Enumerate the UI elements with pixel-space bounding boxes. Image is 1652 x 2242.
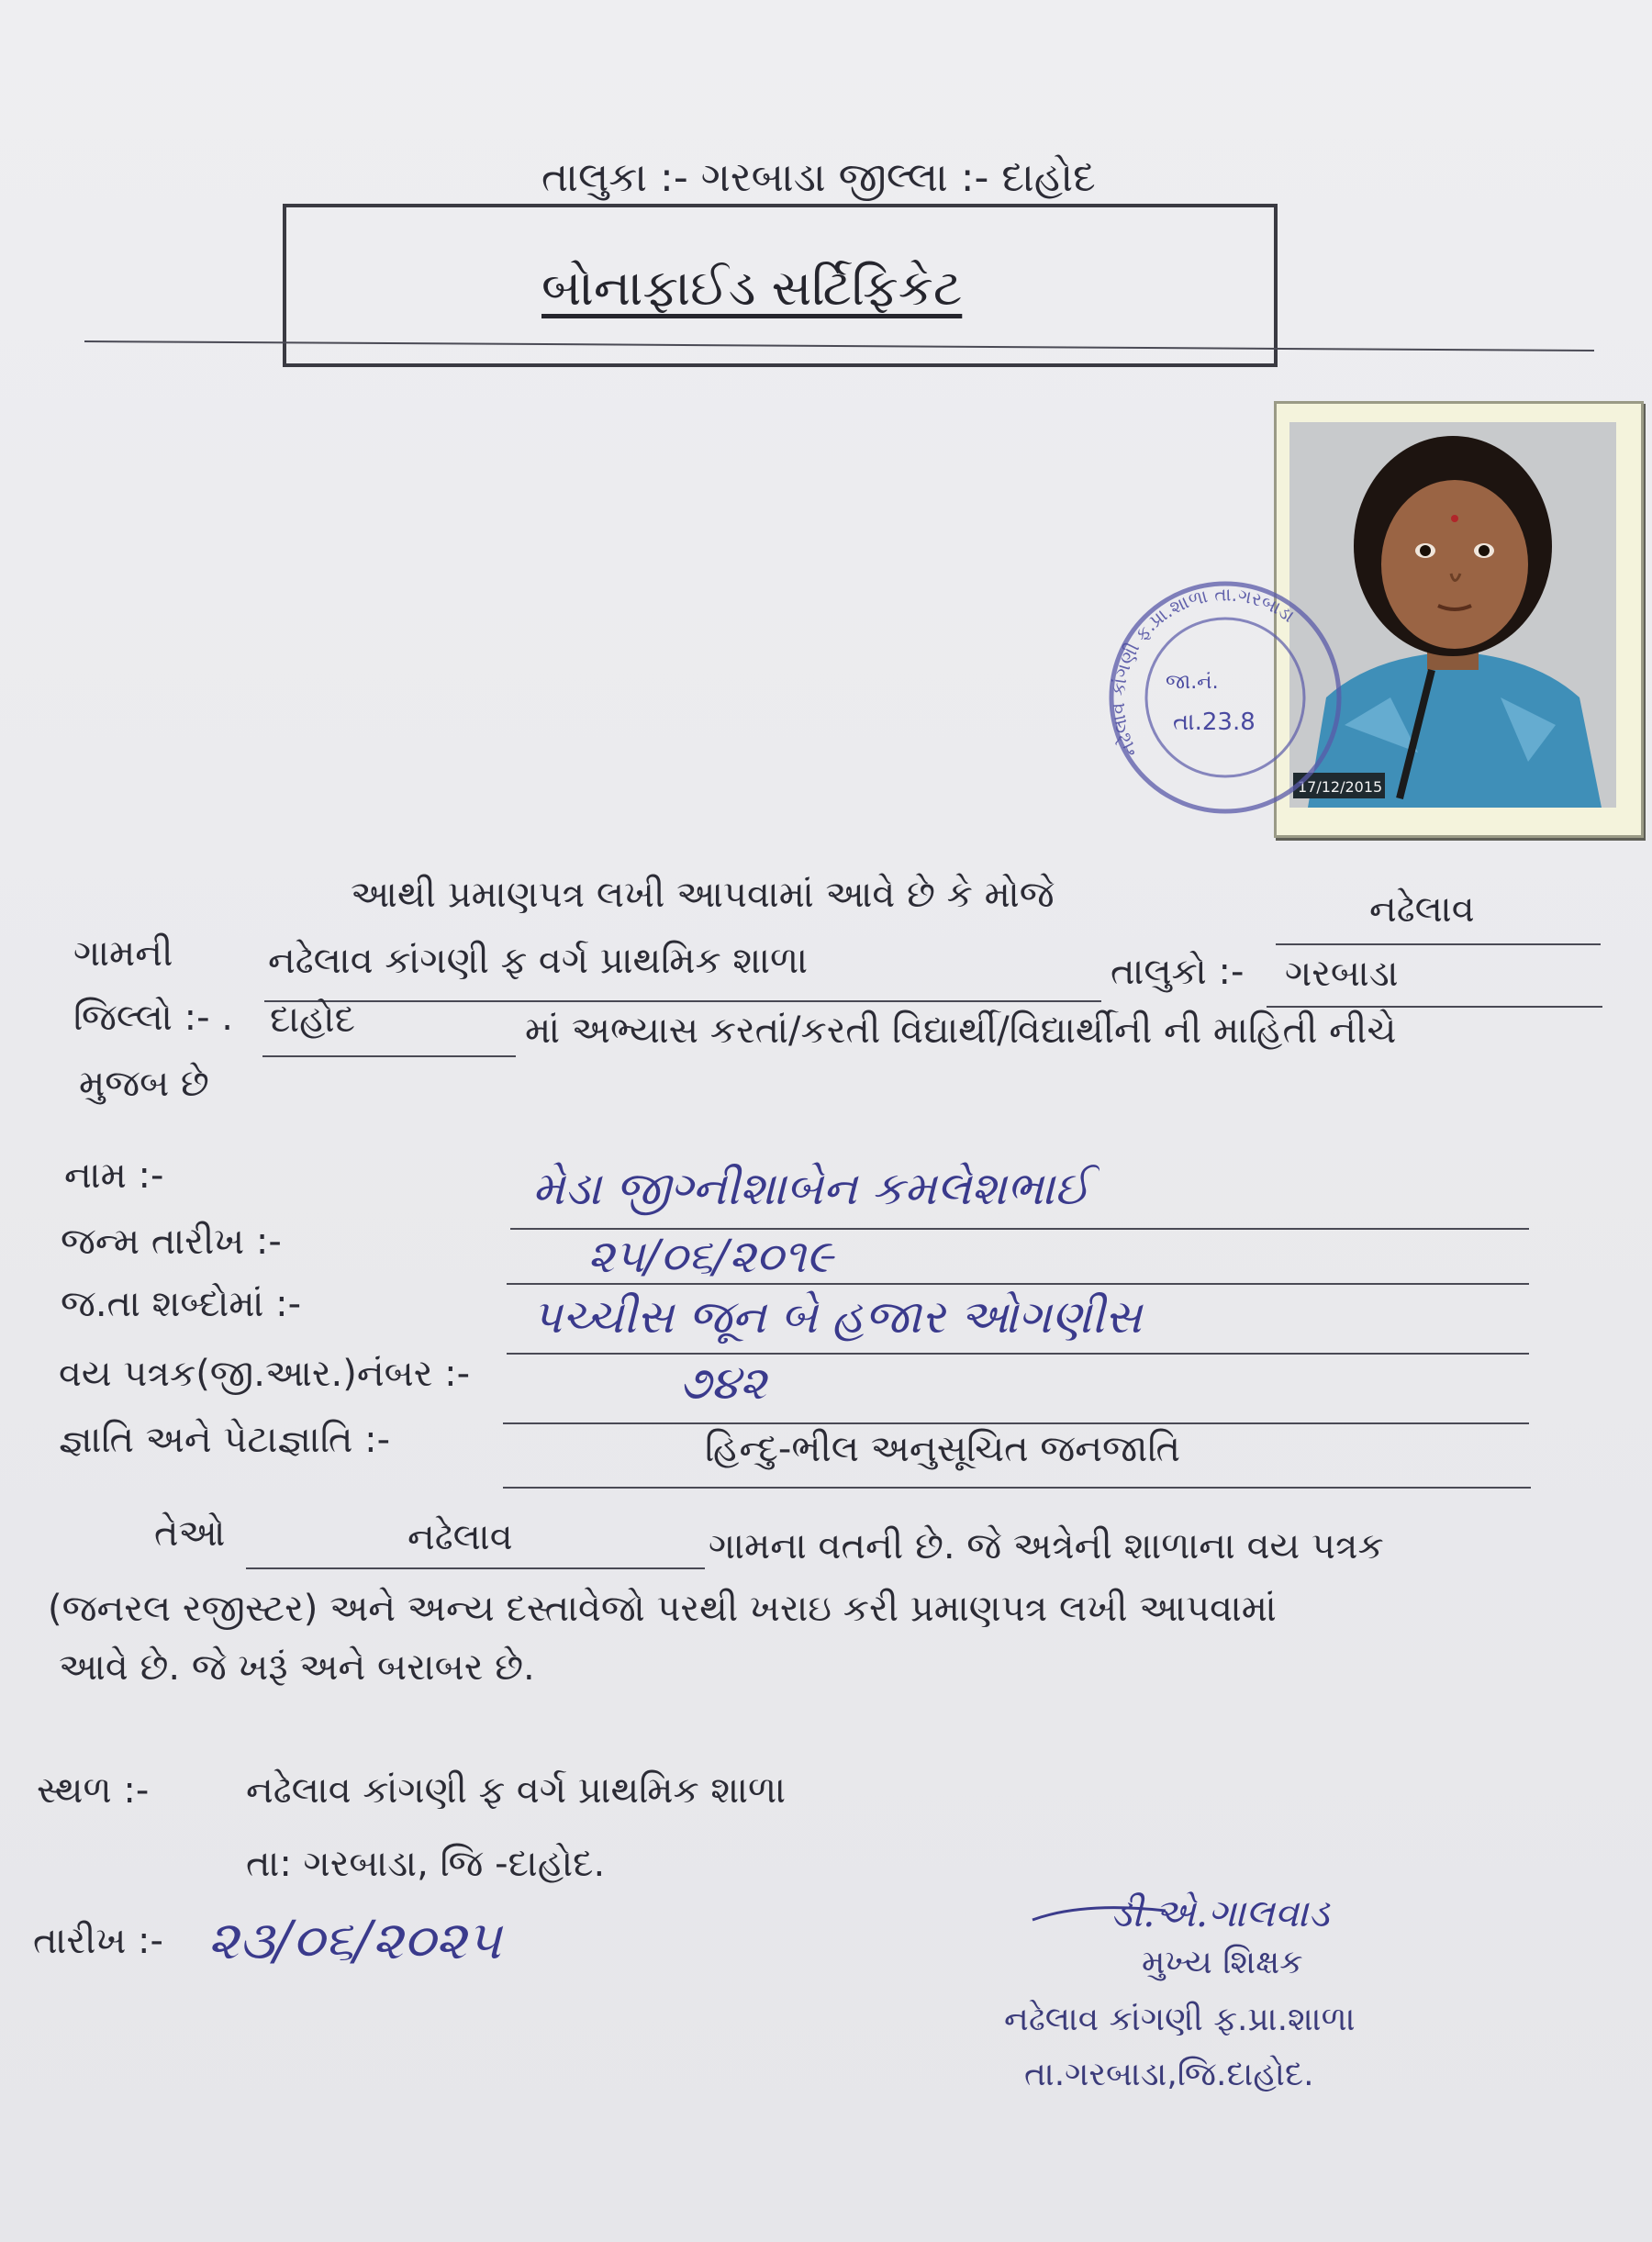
intro-line-4: મુજબ છે xyxy=(79,1063,209,1105)
caste-label: જ્ઞાતિ અને પેટાજ્ઞાતિ :- xyxy=(59,1419,391,1461)
intro-line-3-rest: માં અભ્યાસ કરતાં/કરતી વિદ્યાર્થી/વિદ્યાર્થીની ની માહિતી નીચે xyxy=(525,1009,1397,1052)
register-number-label: વય પત્રક(જી.આર.)નંબર :- xyxy=(59,1353,471,1395)
caste-underline xyxy=(503,1487,1531,1489)
signature-school: નઢેલાવ કાંગણી ફ.પ્રા.શાળા xyxy=(1004,2001,1356,2038)
district-label: જિલ્લો :- . xyxy=(73,997,233,1039)
birth-date-underline xyxy=(507,1283,1529,1285)
birth-date-value: ૨૫/૦૬/૨૦૧૯ xyxy=(587,1230,833,1283)
certificate-title: બોનાફાઈડ સર્ટિફિકેટ xyxy=(541,259,963,317)
date-label: તારીખ :- xyxy=(33,1920,163,1962)
header-location-line: તાલુકા :- ગરબાડા જીલ્લા :- દાહોદ xyxy=(541,154,1096,201)
intro-line-1: આથી પ્રમાણપત્ર લખી આપવામાં આવે છે કે મોજે xyxy=(351,874,1055,916)
birth-date-words-value: પચ્ચીસ જૂન બે હજાર ઓગણીસ xyxy=(532,1290,1143,1344)
stamp-date-label: તા.23.8 xyxy=(1173,708,1256,736)
photo-date-label: 17/12/2015 xyxy=(1298,778,1383,796)
signature-handwritten-name: ડી.એ.ગાલવાડ xyxy=(1111,1891,1330,1935)
birth-date-words-label: જ.તા શબ્દોમાં :- xyxy=(61,1283,302,1325)
date-value: ૨૩/૦૬/૨૦૨૫ xyxy=(207,1909,502,1971)
native-village-underline xyxy=(246,1567,705,1569)
taluka-underline xyxy=(1267,1006,1602,1008)
register-number-value: ૭૪૨ xyxy=(679,1356,767,1410)
native-line-2: (જનરલ રજીસ્ટર) અને અન્ય દસ્તાવેજો પરથી ખરાઇ કરી પ્રમાણપત્ર લખી આપવામાં xyxy=(48,1588,1277,1630)
birth-date-label: જન્મ તારીખ :- xyxy=(61,1221,282,1263)
birth-date-words-underline xyxy=(507,1353,1529,1355)
native-line-1-rest: ગામના વતની છે. જે અત્રેની શાળાના વય પત્રક xyxy=(709,1525,1384,1567)
district-underline xyxy=(262,1055,516,1057)
place-line-2: તા: ગરબાડા, જિ -દાહોદ. xyxy=(246,1843,606,1885)
signature-address: તા.ગરબાડા,જિ.દાહોદ. xyxy=(1024,2056,1314,2093)
school-name-underline xyxy=(264,1000,1101,1002)
name-value: મેડા જીગ્નીશાબેન કમલેશભાઈ xyxy=(532,1162,1090,1215)
district-value: દાહોદ xyxy=(270,998,355,1041)
village-of-label: ગામની xyxy=(73,932,173,975)
native-prefix: તેઓ xyxy=(154,1512,226,1555)
intro-village-underline xyxy=(1276,943,1601,945)
school-stamp xyxy=(1101,551,1349,844)
intro-village-value: નઢેલાવ xyxy=(1369,888,1475,931)
taluka-value: ગરબાડા xyxy=(1285,953,1399,995)
caste-value: હિન્દુ-ભીલ અનુસૂચિત જનજાતિ xyxy=(705,1428,1181,1470)
place-line-1: નઢેલાવ કાંગણી ફ વર્ગ પ્રાથમિક શાળા xyxy=(246,1769,787,1812)
school-name-value: નઢેલાવ કાંગણી ફ વર્ગ પ્રાથમિક શાળા xyxy=(268,940,809,982)
stamp-number-label: જા.નં. xyxy=(1166,671,1219,694)
register-number-underline xyxy=(503,1422,1529,1424)
name-label: નામ :- xyxy=(64,1154,164,1197)
stamp-ring-text: નઢેલાવ કાંગણી ફ.પ્રા.શાળા તા.ગરબાડા xyxy=(1106,583,1300,761)
place-label: સ્થળ :- xyxy=(37,1769,150,1812)
taluka-label: તાલુકો :- xyxy=(1111,951,1245,993)
signature-title: મુખ્ય શિક્ષક xyxy=(1142,1944,1303,1981)
native-line-3: આવે છે. જે ખરૂં અને બરાબર છે. xyxy=(59,1646,535,1689)
native-village-value: નઢેલાવ xyxy=(407,1516,513,1558)
